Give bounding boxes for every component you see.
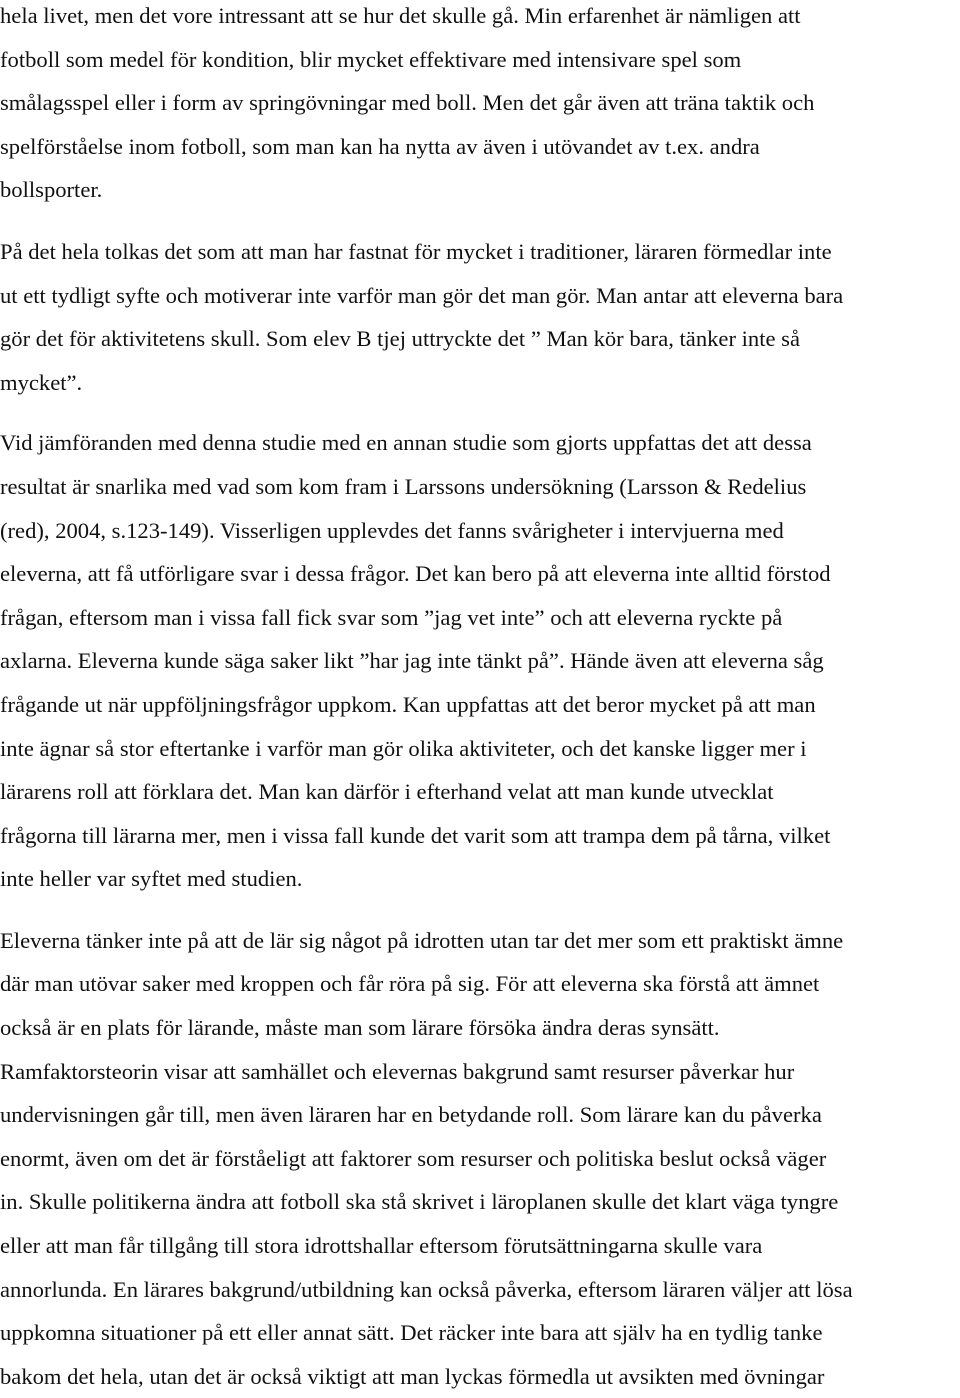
text-line: bakom det hela, utan det är också viktigt att man lyckas förmedla ut avsikten med övningar [0,1363,825,1389]
text-line: hela livet, men det vore intressant att se hur det skulle gå. Min erfarenhet är nämligen att [0,3,801,28]
text-line: (red), 2004, s.123-149). Visserligen upplevdes det fanns svårigheter i intervjuerna med [0,517,784,543]
text-line: fotboll som medel för kondition, blir mycket effektivare med intensivare spel som [0,46,742,72]
text-line: frågan, eftersom man i vissa fall fick svar som ”jag vet inte” och att eleverna ryckte på [0,604,783,630]
paragraph-2 [0,230,960,404]
text-line: undervisningen går till, men även läraren har en betydande roll. Som lärare kan du påverka [0,1102,822,1128]
text-line: frågorna till lärarna mer, men i vissa fall kunde det varit som att trampa dem på tårna, vilket [0,822,831,848]
text-line: smålagsspel eller i form av springövningar med boll. Men det går även att träna taktik och [0,90,815,116]
text-line: eleverna, att få utförligare svar i dessa frågor. Det kan bero på att eleverna inte alltid förstod [0,561,831,587]
paragraph-spacer [0,212,960,230]
paragraph-spacer [0,404,960,421]
text-line: spelförståelse inom fotboll, som man kan ha nytta av även i utövandet av t.ex. andra [0,133,760,159]
text-line: uppkomna situationer på ett eller annat sätt. Det räcker inte bara att själv ha en tydlig tanke [0,1320,823,1346]
paragraph-3 [0,421,960,901]
text-line: gör det för aktivitetens skull. Som elev B tjej uttryckte det ” Man kör bara, tänker inte så [0,326,800,352]
text-line: frågande ut när uppföljningsfrågor uppkom. Kan uppfattas att det beror mycket på att man [0,691,816,717]
text-line: mycket”. [0,369,83,395]
text-line: bollsporter. [0,177,103,203]
text-line: eller att man får tillgång till stora idrottshallar eftersom förutsättningarna skulle vara [0,1233,763,1259]
text-line: annorlunda. En lärares bakgrund/utbildning kan också påverka, eftersom läraren väljer att lösa [0,1276,853,1302]
text-line: resultat är snarlika med vad som kom fram i Larssons undersökning (Larsson & Redelius [0,473,807,499]
text-line: in. Skulle politikerna ändra att fotboll ska stå skrivet i läroplanen skulle det klart väga tyngre [0,1189,839,1215]
paragraph-1 [0,0,960,212]
text-line: inte heller var syftet med studien. [0,866,303,892]
text-line: ut ett tydligt syfte och motiverar inte varför man gör det man gör. Man antar att eleverna bara [0,282,844,308]
text-line: där man utövar saker med kroppen och får röra på sig. För att eleverna ska förstå att ämnet [0,971,820,997]
text-line: inte ägnar så stor eftertanke i varför man gör olika aktiviteter, och det kanske ligger mer i [0,735,807,761]
text-line: enormt, även om det är förståeligt att faktorer som resurser och politiska beslut också väger [0,1145,827,1171]
text-line: axlarna. Eleverna kunde säga saker likt ”har jag inte tänkt på”. Hände även att eleverna såg [0,648,824,674]
text-line: På det hela tolkas det som att man har fastnat för mycket i traditioner, läraren förmedlar inte [0,238,832,264]
text-line: Ramfaktorsteorin visar att samhället och elevernas bakgrund samt resurser påverkar hur [0,1058,795,1084]
text-line: också är en plats för lärande, måste man som lärare försöka ändra deras synsätt. [0,1015,720,1041]
paragraph-spacer [0,901,960,919]
text-line: Eleverna tänker inte på att de lär sig något på idrotten utan tar det mer som ett praktiskt ämne [0,927,844,953]
paragraph-4 [0,919,960,1398]
text-line: lärarens roll att förklara det. Man kan därför i efterhand velat att man kunde utvecklat [0,779,774,805]
text-line: Vid jämföranden med denna studie med en annan studie som gjorts uppfattas det att dessa [0,430,812,456]
